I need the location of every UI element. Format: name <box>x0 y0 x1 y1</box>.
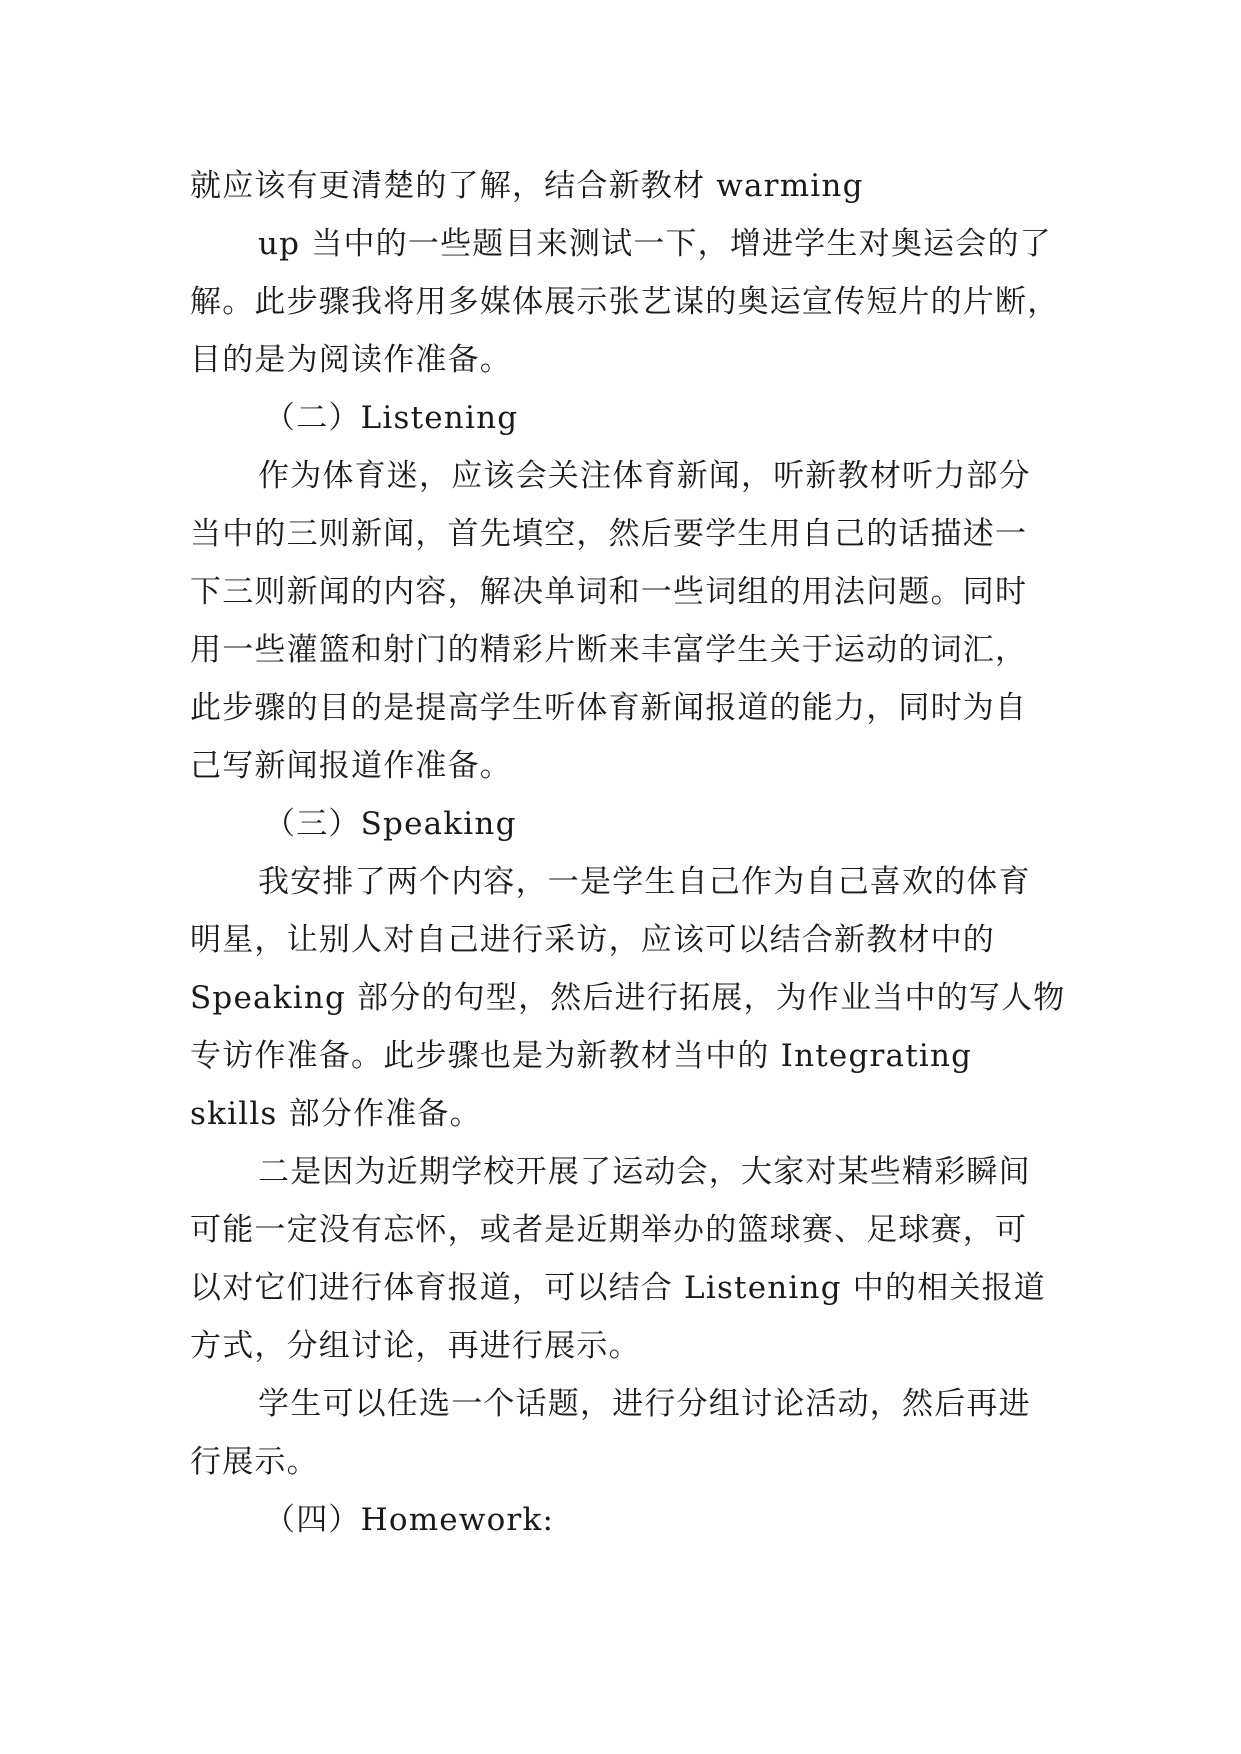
text-line-16: 专访作准备。此步骤也是为新教材当中的 Integrating <box>190 1038 973 1074</box>
text-line-15: Speaking 部分的句型，然后进行拓展，为作业当中的写人物 <box>190 980 1066 1016</box>
text-line-22: 学生可以任选一个话题，进行分组讨论活动，然后再进 <box>258 1386 1031 1422</box>
text-line-21: 方式，分组讨论，再进行展示。 <box>190 1328 641 1364</box>
text-line-4: 目的是为阅读作准备。 <box>190 342 512 378</box>
text-line-3: 解。此步骤我将用多媒体展示张艺谋的奥运宣传短片的片断， <box>190 284 1060 320</box>
text-line-9: 用一些灌篮和射门的精彩片断来丰富学生关于运动的词汇， <box>190 632 1028 668</box>
text-line-10: 此步骤的目的是提高学生听体育新闻报道的能力，同时为自 <box>190 690 1028 726</box>
text-line-8: 下三则新闻的内容，解决单词和一些词组的用法问题。同时 <box>190 574 1028 610</box>
text-line-17: skills 部分作准备。 <box>190 1096 482 1132</box>
text-line-6: 作为体育迷，应该会关注体育新闻，听新教材听力部分 <box>258 458 1031 494</box>
section-heading-listening: （二）Listening <box>264 400 519 436</box>
text-line-2: up 当中的一些题目来测试一下，增进学生对奥运会的了 <box>258 226 1052 262</box>
text-line-23: 行展示。 <box>190 1444 319 1480</box>
text-line-7: 当中的三则新闻，首先填空，然后要学生用自己的话描述一 <box>190 516 1028 552</box>
text-line-20: 以对它们进行体育报道，可以结合 Listening 中的相关报道 <box>190 1270 1047 1306</box>
section-heading-homework: （四）Homework: <box>264 1502 555 1538</box>
text-line-1: 就应该有更清楚的了解，结合新教材 warming <box>190 168 864 204</box>
text-line-13: 我安排了两个内容，一是学生自己作为自己喜欢的体育 <box>258 864 1031 900</box>
text-line-11: 己写新闻报道作准备。 <box>190 748 512 784</box>
text-line-18: 二是因为近期学校开展了运动会，大家对某些精彩瞬间 <box>258 1154 1031 1190</box>
section-heading-speaking: （三）Speaking <box>264 806 517 842</box>
text-line-14: 明星，让别人对自己进行采访，应该可以结合新教材中的 <box>190 922 995 958</box>
text-line-19: 可能一定没有忘怀，或者是近期举办的篮球赛、足球赛，可 <box>190 1212 1028 1248</box>
